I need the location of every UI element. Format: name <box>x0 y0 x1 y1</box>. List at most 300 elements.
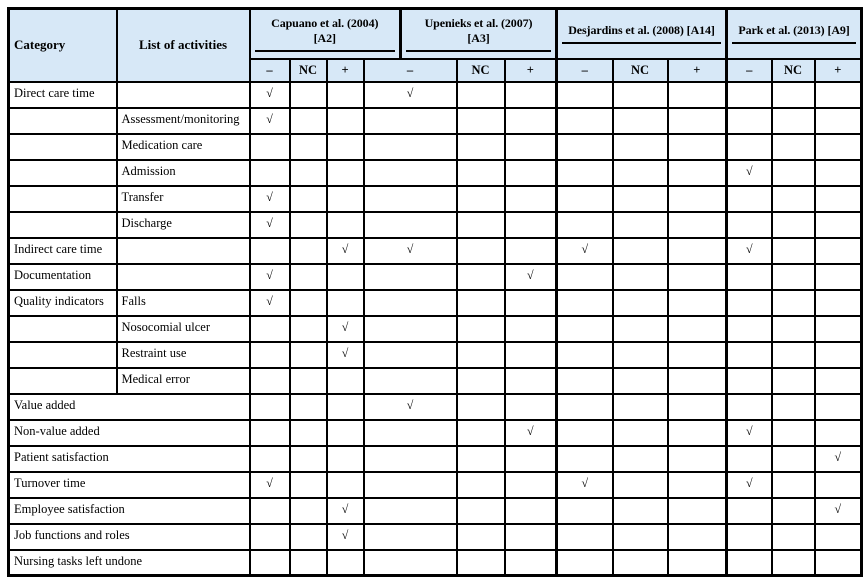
study-name-underlined: Park et al. (2013) [A9] <box>732 23 856 44</box>
empty-cell <box>250 498 290 524</box>
empty-cell <box>557 550 613 576</box>
empty-cell <box>613 82 668 108</box>
empty-cell <box>327 420 364 446</box>
empty-cell <box>557 316 613 342</box>
empty-cell <box>668 498 727 524</box>
category-cell <box>9 342 117 368</box>
empty-cell <box>290 160 327 186</box>
empty-cell <box>250 420 290 446</box>
study-name-underlined: Upenieks et al. (2007) [A3] <box>406 16 551 52</box>
check-cell: √ <box>727 420 772 446</box>
empty-cell <box>364 472 457 498</box>
table-header <box>9 9 862 82</box>
study-name-underlined: Capuano et al. (2004) [A2] <box>255 16 396 52</box>
empty-cell <box>727 134 772 160</box>
empty-cell <box>327 446 364 472</box>
activity-cell: Restraint use <box>117 342 250 368</box>
empty-cell <box>290 420 327 446</box>
empty-cell <box>815 342 862 368</box>
table-row <box>9 420 862 446</box>
empty-cell <box>505 134 557 160</box>
empty-cell <box>250 550 290 576</box>
check-cell: √ <box>505 264 557 290</box>
sub-header-minus: – <box>364 59 457 82</box>
table-row <box>9 238 862 264</box>
empty-cell <box>505 82 557 108</box>
check-cell: √ <box>250 212 290 238</box>
empty-cell <box>815 290 862 316</box>
empty-cell <box>668 134 727 160</box>
empty-cell <box>505 186 557 212</box>
empty-cell <box>250 524 290 550</box>
empty-cell <box>364 160 457 186</box>
study-group-header <box>250 9 401 59</box>
empty-cell <box>457 524 505 550</box>
empty-cell <box>727 446 772 472</box>
category-cell <box>9 316 117 342</box>
empty-cell <box>457 212 505 238</box>
empty-cell <box>727 524 772 550</box>
empty-cell <box>772 368 815 394</box>
empty-cell <box>772 498 815 524</box>
empty-cell <box>668 342 727 368</box>
empty-cell <box>668 446 727 472</box>
check-cell: √ <box>327 238 364 264</box>
empty-cell <box>364 108 457 134</box>
table-row <box>9 446 862 472</box>
category-cell: Indirect care time <box>9 238 117 264</box>
empty-cell <box>668 472 727 498</box>
empty-cell <box>290 82 327 108</box>
empty-cell <box>613 238 668 264</box>
category-cell: Job functions and roles <box>9 524 250 550</box>
empty-cell <box>505 316 557 342</box>
empty-cell <box>290 134 327 160</box>
activity-cell: Assessment/monitoring <box>117 108 250 134</box>
empty-cell <box>668 420 727 446</box>
sub-header-nc: NC <box>290 59 327 82</box>
empty-cell <box>668 160 727 186</box>
empty-cell <box>327 186 364 212</box>
empty-cell <box>772 238 815 264</box>
activity-cell <box>117 238 250 264</box>
table-row <box>9 472 862 498</box>
empty-cell <box>457 394 505 420</box>
empty-cell <box>727 394 772 420</box>
empty-cell <box>364 186 457 212</box>
check-cell: √ <box>250 186 290 212</box>
check-cell: √ <box>364 394 457 420</box>
empty-cell <box>327 264 364 290</box>
empty-cell <box>250 316 290 342</box>
sub-header-minus: – <box>727 59 772 82</box>
empty-cell <box>613 524 668 550</box>
empty-cell <box>505 472 557 498</box>
empty-cell <box>815 82 862 108</box>
empty-cell <box>772 446 815 472</box>
empty-cell <box>327 368 364 394</box>
table-row <box>9 316 862 342</box>
empty-cell <box>613 316 668 342</box>
empty-cell <box>613 108 668 134</box>
empty-cell <box>290 524 327 550</box>
empty-cell <box>364 420 457 446</box>
table-row <box>9 342 862 368</box>
empty-cell <box>364 342 457 368</box>
empty-cell <box>505 342 557 368</box>
empty-cell <box>772 394 815 420</box>
empty-cell <box>364 368 457 394</box>
empty-cell <box>668 316 727 342</box>
empty-cell <box>290 342 327 368</box>
empty-cell <box>505 212 557 238</box>
empty-cell <box>772 316 815 342</box>
table-body <box>9 82 862 576</box>
empty-cell <box>727 186 772 212</box>
empty-cell <box>668 186 727 212</box>
empty-cell <box>250 238 290 264</box>
empty-cell <box>727 498 772 524</box>
empty-cell <box>668 82 727 108</box>
category-cell: Patient satisfaction <box>9 446 250 472</box>
empty-cell <box>613 472 668 498</box>
empty-cell <box>613 446 668 472</box>
empty-cell <box>613 134 668 160</box>
empty-cell <box>505 446 557 472</box>
study-name-underlined: Desjardins et al. (2008) [A14] <box>562 23 721 44</box>
empty-cell <box>727 316 772 342</box>
empty-cell <box>668 212 727 238</box>
empty-cell <box>668 394 727 420</box>
empty-cell <box>557 212 613 238</box>
empty-cell <box>457 108 505 134</box>
empty-cell <box>327 134 364 160</box>
group-header-row <box>9 9 862 59</box>
empty-cell <box>557 82 613 108</box>
check-cell: √ <box>250 472 290 498</box>
activity-cell: Medical error <box>117 368 250 394</box>
empty-cell <box>327 472 364 498</box>
empty-cell <box>613 368 668 394</box>
activity-cell: Falls <box>117 290 250 316</box>
empty-cell <box>457 342 505 368</box>
category-column-header: Category <box>9 9 117 82</box>
empty-cell <box>613 160 668 186</box>
empty-cell <box>815 316 862 342</box>
empty-cell <box>457 550 505 576</box>
sub-header-minus: – <box>557 59 613 82</box>
category-cell <box>9 134 117 160</box>
sub-header-nc: NC <box>772 59 815 82</box>
empty-cell <box>772 472 815 498</box>
empty-cell <box>557 290 613 316</box>
empty-cell <box>613 420 668 446</box>
activity-cell <box>117 264 250 290</box>
empty-cell <box>250 160 290 186</box>
activities-column-header: List of activities <box>117 9 250 82</box>
empty-cell <box>557 498 613 524</box>
category-cell: Value added <box>9 394 250 420</box>
empty-cell <box>772 264 815 290</box>
empty-cell <box>727 108 772 134</box>
check-cell: √ <box>364 82 457 108</box>
empty-cell <box>290 186 327 212</box>
empty-cell <box>327 108 364 134</box>
check-cell: √ <box>250 264 290 290</box>
empty-cell <box>505 160 557 186</box>
empty-cell <box>457 420 505 446</box>
empty-cell <box>457 82 505 108</box>
empty-cell <box>815 368 862 394</box>
category-cell: Direct care time <box>9 82 117 108</box>
empty-cell <box>327 394 364 420</box>
empty-cell <box>457 186 505 212</box>
empty-cell <box>505 524 557 550</box>
check-cell: √ <box>364 238 457 264</box>
empty-cell <box>364 212 457 238</box>
check-cell: √ <box>727 238 772 264</box>
empty-cell <box>364 134 457 160</box>
empty-cell <box>290 368 327 394</box>
check-cell: √ <box>327 498 364 524</box>
empty-cell <box>557 264 613 290</box>
empty-cell <box>815 134 862 160</box>
empty-cell <box>505 368 557 394</box>
empty-cell <box>457 498 505 524</box>
table-row <box>9 160 862 186</box>
check-cell: √ <box>727 472 772 498</box>
empty-cell <box>505 108 557 134</box>
empty-cell <box>364 316 457 342</box>
empty-cell <box>557 342 613 368</box>
sub-header-nc: NC <box>613 59 668 82</box>
empty-cell <box>457 290 505 316</box>
category-cell <box>9 212 117 238</box>
empty-cell <box>290 290 327 316</box>
empty-cell <box>557 108 613 134</box>
empty-cell <box>290 550 327 576</box>
table-row <box>9 82 862 108</box>
empty-cell <box>505 498 557 524</box>
empty-cell <box>815 160 862 186</box>
empty-cell <box>815 212 862 238</box>
empty-cell <box>457 472 505 498</box>
empty-cell <box>290 108 327 134</box>
table-row <box>9 264 862 290</box>
empty-cell <box>772 290 815 316</box>
empty-cell <box>505 550 557 576</box>
empty-cell <box>557 446 613 472</box>
table-row <box>9 394 862 420</box>
table-row <box>9 524 862 550</box>
category-cell <box>9 186 117 212</box>
empty-cell <box>250 342 290 368</box>
empty-cell <box>557 394 613 420</box>
empty-cell <box>772 108 815 134</box>
empty-cell <box>290 498 327 524</box>
sub-header-minus: – <box>250 59 290 82</box>
empty-cell <box>364 446 457 472</box>
category-cell: Nursing tasks left undone <box>9 550 250 576</box>
empty-cell <box>327 290 364 316</box>
empty-cell <box>505 238 557 264</box>
empty-cell <box>727 368 772 394</box>
empty-cell <box>815 264 862 290</box>
check-cell: √ <box>557 238 613 264</box>
empty-cell <box>250 368 290 394</box>
empty-cell <box>772 524 815 550</box>
table-row <box>9 550 862 576</box>
empty-cell <box>815 550 862 576</box>
empty-cell <box>668 368 727 394</box>
empty-cell <box>772 212 815 238</box>
table-row <box>9 212 862 238</box>
category-cell: Quality indicators <box>9 290 117 316</box>
empty-cell <box>815 394 862 420</box>
empty-cell <box>772 420 815 446</box>
check-cell: √ <box>815 446 862 472</box>
check-cell: √ <box>327 524 364 550</box>
empty-cell <box>364 264 457 290</box>
empty-cell <box>613 264 668 290</box>
study-group-header <box>727 9 862 59</box>
empty-cell <box>505 394 557 420</box>
empty-cell <box>727 550 772 576</box>
empty-cell <box>327 550 364 576</box>
empty-cell <box>668 264 727 290</box>
empty-cell <box>613 394 668 420</box>
empty-cell <box>364 550 457 576</box>
activity-cell: Nosocomial ulcer <box>117 316 250 342</box>
check-cell: √ <box>505 420 557 446</box>
empty-cell <box>290 472 327 498</box>
category-cell: Employee satisfaction <box>9 498 250 524</box>
empty-cell <box>557 420 613 446</box>
activity-cell: Admission <box>117 160 250 186</box>
empty-cell <box>727 290 772 316</box>
empty-cell <box>613 550 668 576</box>
study-group-header <box>401 9 557 59</box>
empty-cell <box>457 134 505 160</box>
empty-cell <box>727 264 772 290</box>
activity-cell <box>117 82 250 108</box>
empty-cell <box>613 498 668 524</box>
empty-cell <box>772 134 815 160</box>
empty-cell <box>327 212 364 238</box>
check-cell: √ <box>250 290 290 316</box>
empty-cell <box>668 238 727 264</box>
empty-cell <box>613 186 668 212</box>
empty-cell <box>727 342 772 368</box>
empty-cell <box>250 446 290 472</box>
empty-cell <box>327 160 364 186</box>
empty-cell <box>557 368 613 394</box>
empty-cell <box>457 446 505 472</box>
check-cell: √ <box>815 498 862 524</box>
check-cell: √ <box>250 108 290 134</box>
empty-cell <box>772 342 815 368</box>
empty-cell <box>557 186 613 212</box>
empty-cell <box>613 212 668 238</box>
empty-cell <box>250 134 290 160</box>
category-cell <box>9 368 117 394</box>
empty-cell <box>772 82 815 108</box>
empty-cell <box>772 160 815 186</box>
empty-cell <box>815 238 862 264</box>
sub-header-plus: + <box>668 59 727 82</box>
table-row <box>9 186 862 212</box>
empty-cell <box>457 264 505 290</box>
activity-cell: Transfer <box>117 186 250 212</box>
empty-cell <box>290 238 327 264</box>
empty-cell <box>290 446 327 472</box>
activity-cell: Medication care <box>117 134 250 160</box>
table-row <box>9 290 862 316</box>
table-row <box>9 134 862 160</box>
empty-cell <box>557 160 613 186</box>
check-cell: √ <box>250 82 290 108</box>
empty-cell <box>457 368 505 394</box>
empty-cell <box>815 420 862 446</box>
empty-cell <box>815 186 862 212</box>
empty-cell <box>250 394 290 420</box>
check-cell: √ <box>557 472 613 498</box>
activity-study-matrix-table <box>7 7 863 577</box>
sub-header-nc: NC <box>457 59 505 82</box>
empty-cell <box>557 134 613 160</box>
check-cell: √ <box>327 342 364 368</box>
check-cell: √ <box>327 316 364 342</box>
category-cell <box>9 160 117 186</box>
empty-cell <box>457 160 505 186</box>
activity-cell: Discharge <box>117 212 250 238</box>
empty-cell <box>815 472 862 498</box>
empty-cell <box>457 316 505 342</box>
check-cell: √ <box>727 160 772 186</box>
empty-cell <box>613 342 668 368</box>
empty-cell <box>772 550 815 576</box>
category-cell <box>9 108 117 134</box>
empty-cell <box>815 108 862 134</box>
empty-cell <box>727 212 772 238</box>
empty-cell <box>290 212 327 238</box>
sub-header-plus: + <box>505 59 557 82</box>
empty-cell <box>327 82 364 108</box>
empty-cell <box>290 264 327 290</box>
empty-cell <box>364 290 457 316</box>
empty-cell <box>668 290 727 316</box>
empty-cell <box>505 290 557 316</box>
empty-cell <box>613 290 668 316</box>
empty-cell <box>364 498 457 524</box>
empty-cell <box>815 524 862 550</box>
category-cell: Turnover time <box>9 472 250 498</box>
table-row <box>9 108 862 134</box>
category-cell: Non-value added <box>9 420 250 446</box>
category-cell: Documentation <box>9 264 117 290</box>
table-row <box>9 368 862 394</box>
empty-cell <box>557 524 613 550</box>
empty-cell <box>772 186 815 212</box>
table-row <box>9 498 862 524</box>
empty-cell <box>668 108 727 134</box>
empty-cell <box>457 238 505 264</box>
study-group-header <box>557 9 727 59</box>
empty-cell <box>364 524 457 550</box>
empty-cell <box>727 82 772 108</box>
empty-cell <box>290 394 327 420</box>
empty-cell <box>290 316 327 342</box>
